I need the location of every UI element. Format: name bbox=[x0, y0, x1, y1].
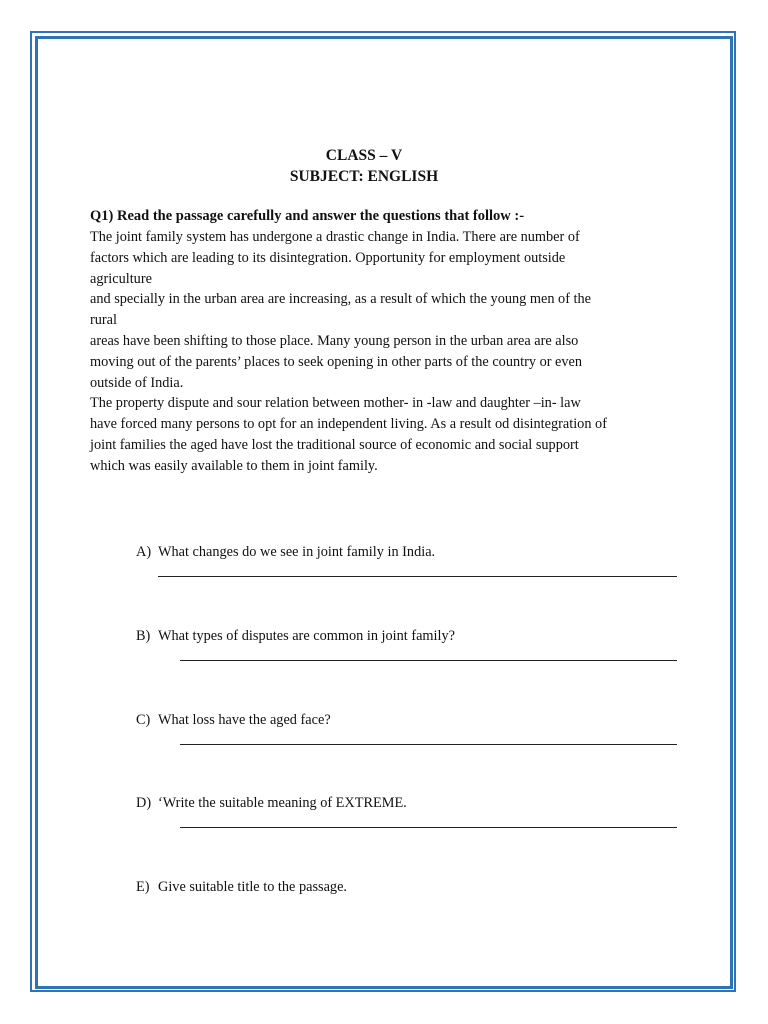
subquestion-a bbox=[136, 542, 435, 562]
worksheet-header bbox=[0, 145, 728, 187]
subquestion-b bbox=[136, 626, 455, 646]
passage-line: factors which are leading to its disintegration. Opportunity for employment outside bbox=[90, 249, 566, 266]
subquestion-text: Give suitable title to the passage. bbox=[158, 879, 347, 895]
subquestion-marker: C) bbox=[136, 712, 151, 728]
subquestion-marker: B) bbox=[136, 628, 151, 644]
passage-line: The property dispute and sour relation between mother- in -law and daughter –in- law bbox=[90, 395, 581, 412]
answer-line-a[interactable] bbox=[158, 576, 677, 577]
subquestion-text: What loss have the aged face? bbox=[158, 712, 331, 728]
subquestion-e bbox=[136, 877, 347, 897]
subquestion-marker: A) bbox=[136, 544, 152, 560]
passage-line: and specially in the urban area are increasing, as a result of which the young men of the bbox=[90, 291, 591, 308]
passage-line: The joint family system has undergone a drastic change in India. There are number of bbox=[90, 229, 580, 245]
subquestion-marker: D) bbox=[136, 795, 152, 811]
reading-passage bbox=[90, 227, 680, 477]
question-heading: Q1) Read the passage carefully and answer the questions that follow :- bbox=[90, 208, 525, 224]
passage-line: joint families the aged have lost the traditional source of economic and social support bbox=[90, 436, 579, 453]
subquestion-d bbox=[136, 793, 407, 813]
answer-line-d[interactable] bbox=[180, 827, 677, 828]
subquestion-marker: E) bbox=[136, 879, 150, 895]
passage-line: moving out of the parents’ places to seek opening in other parts of the country or even bbox=[90, 353, 583, 370]
subquestion-text: ‘Write the suitable meaning of EXTREME. bbox=[158, 795, 407, 811]
subject-title: SUBJECT: ENGLISH bbox=[289, 168, 439, 185]
class-title: CLASS – V bbox=[325, 147, 403, 164]
passage-line: agriculture bbox=[90, 270, 152, 287]
passage-line: rural bbox=[90, 312, 117, 329]
passage-line: have forced many persons to opt for an independent living. As a result od disintegration of bbox=[90, 416, 607, 433]
answer-line-c[interactable] bbox=[180, 744, 677, 745]
subquestion-text: What types of disputes are common in joint family? bbox=[158, 628, 455, 644]
subquestion-c bbox=[136, 710, 331, 730]
subquestion-text: What changes do we see in joint family in India. bbox=[158, 544, 436, 560]
passage-line: areas have been shifting to those place. Many young person in the urban area are also bbox=[90, 332, 579, 349]
passage-line: outside of India. bbox=[90, 374, 184, 391]
passage-line: which was easily available to them in joint family. bbox=[90, 457, 378, 474]
answer-line-b[interactable] bbox=[180, 660, 677, 661]
